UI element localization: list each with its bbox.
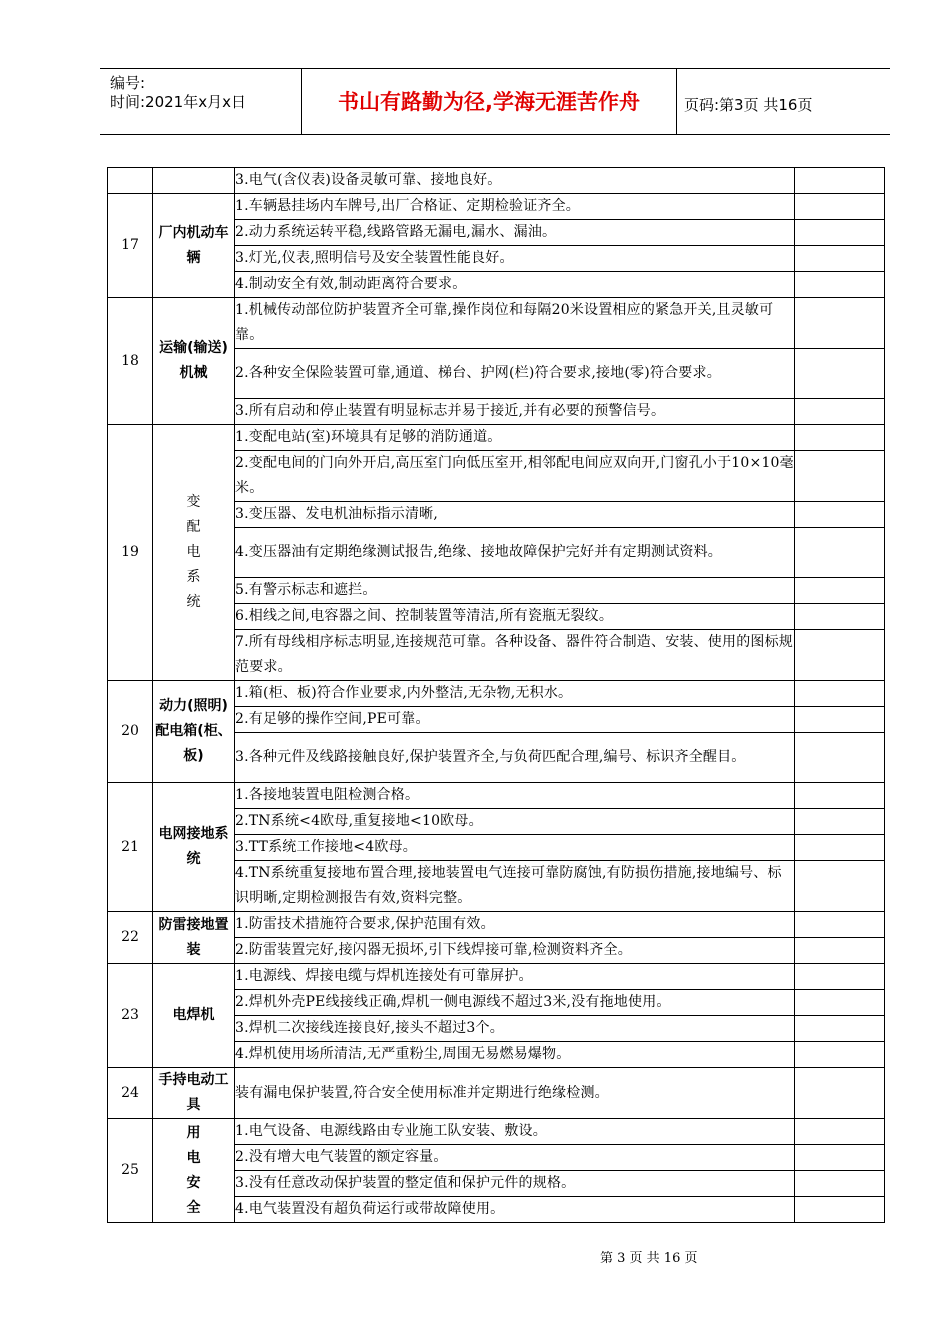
result-cell [795,399,885,425]
check-item: 3.电气(含仪表)设备灵敏可靠、接地良好。 [235,168,795,194]
check-item: 3.焊机二次接线连接良好,接头不超过3个。 [235,1016,795,1042]
row-number: 18 [108,298,153,425]
check-item: 4.焊机使用场所清洁,无严重粉尘,周围无易燃易爆物。 [235,1042,795,1068]
page-footer: 第 3 页 共 16 页 [600,1251,698,1266]
check-item: 6.相线之间,电容器之间、控制装置等清洁,所有瓷瓶无裂纹。 [235,604,795,630]
result-cell [795,1197,885,1223]
result-cell [795,349,885,399]
check-item: 2.动力系统运转平稳,线路管路无漏电,漏水、漏油。 [235,220,795,246]
result-cell [795,168,885,194]
check-item: 1.变配电站(室)环境具有足够的消防通道。 [235,425,795,451]
result-cell [795,990,885,1016]
check-item: 4.电气装置没有超负荷运行或带故障使用。 [235,1197,795,1223]
check-item: 4.TN系统重复接地布置合理,接地装置电气连接可靠防腐蚀,有防损伤措施,接地编号、标识明晰,定期检测报告有效,资料完整。 [235,861,795,912]
document-time: 时间:2021年x月x日 [110,93,246,111]
check-item: 7.所有母线相序标志明显,连接规范可靠。各种设备、器件符合制造、安装、使用的图标规范要求。 [235,630,795,681]
row-number: 17 [108,194,153,298]
table-row [108,964,885,990]
table-row [108,1119,885,1145]
result-cell [795,835,885,861]
header-page-info: 页码:第3页 共16页 [684,96,813,114]
check-item: 2.焊机外壳PE线接线正确,焊机一侧电源线不超过3米,没有拖地使用。 [235,990,795,1016]
check-item: 3.各种元件及线路接触良好,保护装置齐全,与负荷匹配合理,编号、标识齐全醒目。 [235,733,795,783]
result-cell [795,246,885,272]
check-item: 2.防雷装置完好,接闪器无损坏,引下线焊接可靠,检测资料齐全。 [235,938,795,964]
result-cell [795,681,885,707]
row-number [108,168,153,194]
row-number: 20 [108,681,153,783]
check-item: 2.各种安全保险装置可靠,通道、梯台、护网(栏)符合要求,接地(零)符合要求。 [235,349,795,399]
check-item: 2.没有增大电气装置的额定容量。 [235,1145,795,1171]
check-item: 2.变配电间的门向外开启,高压室门向低压室开,相邻配电间应双向开,门窗孔小于10×10毫米。 [235,451,795,502]
result-cell [795,861,885,912]
row-category: 防雷接地置装 [153,912,235,964]
header-bottom-rule [100,134,890,135]
row-category: 动力(照明)配电箱(柜、板) [153,681,235,783]
row-number: 21 [108,783,153,912]
table-row [108,298,885,349]
document-number-label: 编号: [110,74,146,92]
result-cell [795,1171,885,1197]
check-item: 装有漏电保护装置,符合安全使用标准并定期进行绝缘检测。 [235,1068,795,1119]
result-cell [795,1016,885,1042]
inspection-table [107,167,885,1223]
result-cell [795,938,885,964]
table-row [108,194,885,220]
check-item: 1.箱(柜、板)符合作业要求,内外整洁,无杂物,无积水。 [235,681,795,707]
row-category: 电焊机 [153,964,235,1068]
header-top-rule [100,68,890,69]
row-category: 手持电动工具 [153,1068,235,1119]
row-number: 22 [108,912,153,964]
table-row [108,425,885,451]
result-cell [795,707,885,733]
row-number: 19 [108,425,153,681]
result-cell [795,220,885,246]
check-item: 3.灯光,仪表,照明信号及安全装置性能良好。 [235,246,795,272]
result-cell [795,783,885,809]
result-cell [795,912,885,938]
result-cell [795,1068,885,1119]
check-item: 1.车辆悬挂场内车牌号,出厂合格证、定期检验证齐全。 [235,194,795,220]
result-cell [795,1119,885,1145]
result-cell [795,733,885,783]
result-cell [795,502,885,528]
result-cell [795,604,885,630]
check-item: 1.防雷技术措施符合要求,保护范围有效。 [235,912,795,938]
check-item: 1.电源线、焊接电缆与焊机连接处有可靠屏护。 [235,964,795,990]
result-cell [795,630,885,681]
result-cell [795,528,885,578]
result-cell [795,425,885,451]
table-row [108,783,885,809]
table-row [108,1068,885,1119]
row-category: 电网接地系统 [153,783,235,912]
check-item: 2.有足够的操作空间,PE可靠。 [235,707,795,733]
result-cell [795,194,885,220]
header-motto: 书山有路勤为径,学海无涯苦作舟 [338,90,640,114]
row-category: 厂内机动车辆 [153,194,235,298]
row-category: 变配电系统 [153,425,235,681]
row-number: 23 [108,964,153,1068]
table-row [108,912,885,938]
result-cell [795,1042,885,1068]
row-category [153,168,235,194]
result-cell [795,298,885,349]
check-item: 1.机械传动部位防护装置齐全可靠,操作岗位和每隔20米设置相应的紧急开关,且灵敏可靠。 [235,298,795,349]
result-cell [795,451,885,502]
table-row [108,168,885,194]
row-number: 24 [108,1068,153,1119]
header-divider-right [676,68,677,134]
result-cell [795,809,885,835]
check-item: 2.TN系统<4欧母,重复接地<10欧母。 [235,809,795,835]
check-item: 3.TT系统工作接地<4欧母。 [235,835,795,861]
check-item: 3.变压器、发电机油标指示清晰, [235,502,795,528]
check-item: 4.制动安全有效,制动距离符合要求。 [235,272,795,298]
row-number: 25 [108,1119,153,1223]
result-cell [795,578,885,604]
result-cell [795,964,885,990]
check-item: 3.没有任意改动保护装置的整定值和保护元件的规格。 [235,1171,795,1197]
result-cell [795,272,885,298]
row-category: 用电安全 [153,1119,235,1223]
check-item: 1.电气设备、电源线路由专业施工队安装、敷设。 [235,1119,795,1145]
check-item: 4.变压器油有定期绝缘测试报告,绝缘、接地故障保护完好并有定期测试资料。 [235,528,795,578]
row-category: 运输(输送)机械 [153,298,235,425]
check-item: 1.各接地装置电阻检测合格。 [235,783,795,809]
result-cell [795,1145,885,1171]
check-item: 3.所有启动和停止装置有明显标志并易于接近,并有必要的预警信号。 [235,399,795,425]
check-item: 5.有警示标志和遮拦。 [235,578,795,604]
table-row [108,681,885,707]
